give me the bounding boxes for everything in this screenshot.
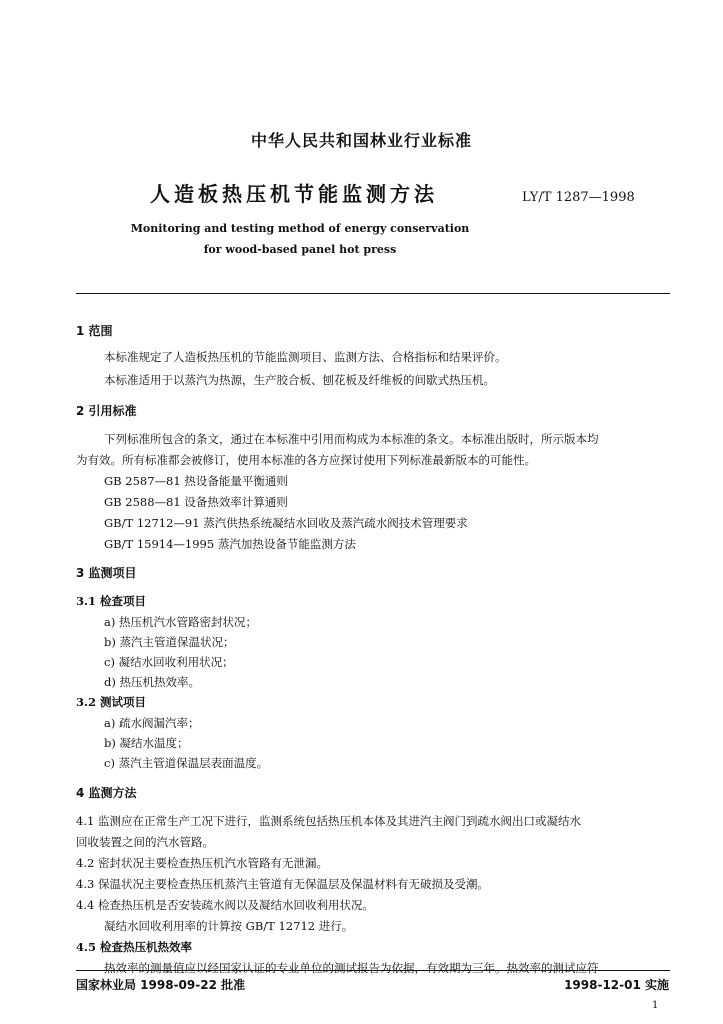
section-4-5-para: 热效率的测量值应以经国家认证的专业单位的测试报告为依据，有效期为三年。热效率的测试应符 — [104, 961, 599, 975]
footer-divider — [76, 970, 670, 971]
subsection-3-2: 3.2 测试项目 — [76, 695, 147, 709]
section-3-heading: 3 监测项目 — [76, 566, 137, 580]
reference-item: GB/T 12712—91 蒸汽供热系统凝结水回收及蒸汽疏水阀技术管理要求 — [104, 516, 468, 530]
check-item: b) 蒸汽主管道保温状况； — [104, 635, 235, 649]
document-title-en-line1: Monitoring and testing method of energy conservation — [130, 222, 470, 235]
section-4-3: 4.3 保温状况主要检查热压机蒸汽主管道有无保温层及保温材料有无破损及受潮。 — [76, 877, 489, 891]
standard-number: LY/T 1287—1998 — [522, 190, 635, 205]
check-item: c) 凝结水回收利用状况； — [104, 655, 234, 669]
section-4-5: 4.5 检查热压机热效率 — [76, 940, 193, 954]
test-item: b) 凝结水温度； — [104, 736, 189, 750]
document-title-en-line2: for wood-based panel hot press — [203, 243, 397, 256]
section-4-4-line-2: 凝结水回收利用率的计算按 GB/T 12712 进行。 — [104, 919, 354, 933]
section-2-para-line-1: 下列标准所包含的条文，通过在本标准中引用而构成为本标准的条文。本标准出版时，所示版本均 — [104, 432, 599, 446]
section-1-heading: 1 范围 — [76, 324, 113, 338]
section-4-1-line-2: 回收装置之间的汽水管路。 — [76, 835, 214, 849]
check-item: d) 热压机热效率。 — [104, 675, 201, 689]
section-4-2: 4.2 密封状况主要检查热压机汽水管路有无泄漏。 — [76, 856, 328, 870]
subsection-3-1: 3.1 检查项目 — [76, 594, 147, 608]
section-1-para-1: 本标准规定了人造板热压机的节能监测项目、监测方法、合格指标和结果评价。 — [104, 350, 507, 364]
approval-date: 国家林业局 1998-09-22 批准 — [76, 978, 246, 992]
reference-item: GB/T 15914—1995 蒸汽加热设备节能监测方法 — [104, 537, 356, 551]
header-divider — [76, 293, 670, 294]
standard-type-heading: 中华人民共和国林业行业标准 — [250, 131, 472, 150]
section-1-para-2: 本标准适用于以蒸汽为热源，生产胶合板、刨花板及纤维板的间歇式热压机。 — [104, 373, 495, 387]
section-4-heading: 4 监测方法 — [76, 786, 137, 800]
document-title-cn: 人造板热压机节能监测方法 — [150, 182, 438, 206]
page-number: 1 — [652, 1000, 659, 1011]
check-item: a) 热压机汽水管路密封状况； — [104, 615, 257, 629]
section-4-1-line-1: 4.1 监测应在正常生产工况下进行，监测系统包括热压机本体及其进汽主阀门到疏水阀出口或凝结水 — [76, 814, 581, 828]
section-2-heading: 2 引用标准 — [76, 404, 137, 418]
section-2-para-line-2: 为有效。所有标准都会被修订，使用本标准的各方应探讨使用下列标准最新版本的可能性。 — [76, 453, 536, 467]
test-item: c) 蒸汽主管道保温层表面温度。 — [104, 756, 269, 770]
reference-item: GB 2587—81 热设备能量平衡通则 — [104, 474, 288, 488]
implementation-date: 1998-12-01 实施 — [564, 978, 669, 992]
section-4-4-line-1: 4.4 检查热压机是否安装疏水阀以及凝结水回收利用状况。 — [76, 898, 374, 912]
test-item: a) 疏水阀漏汽率； — [104, 716, 200, 730]
reference-item: GB 2588—81 设备热效率计算通则 — [104, 495, 288, 509]
